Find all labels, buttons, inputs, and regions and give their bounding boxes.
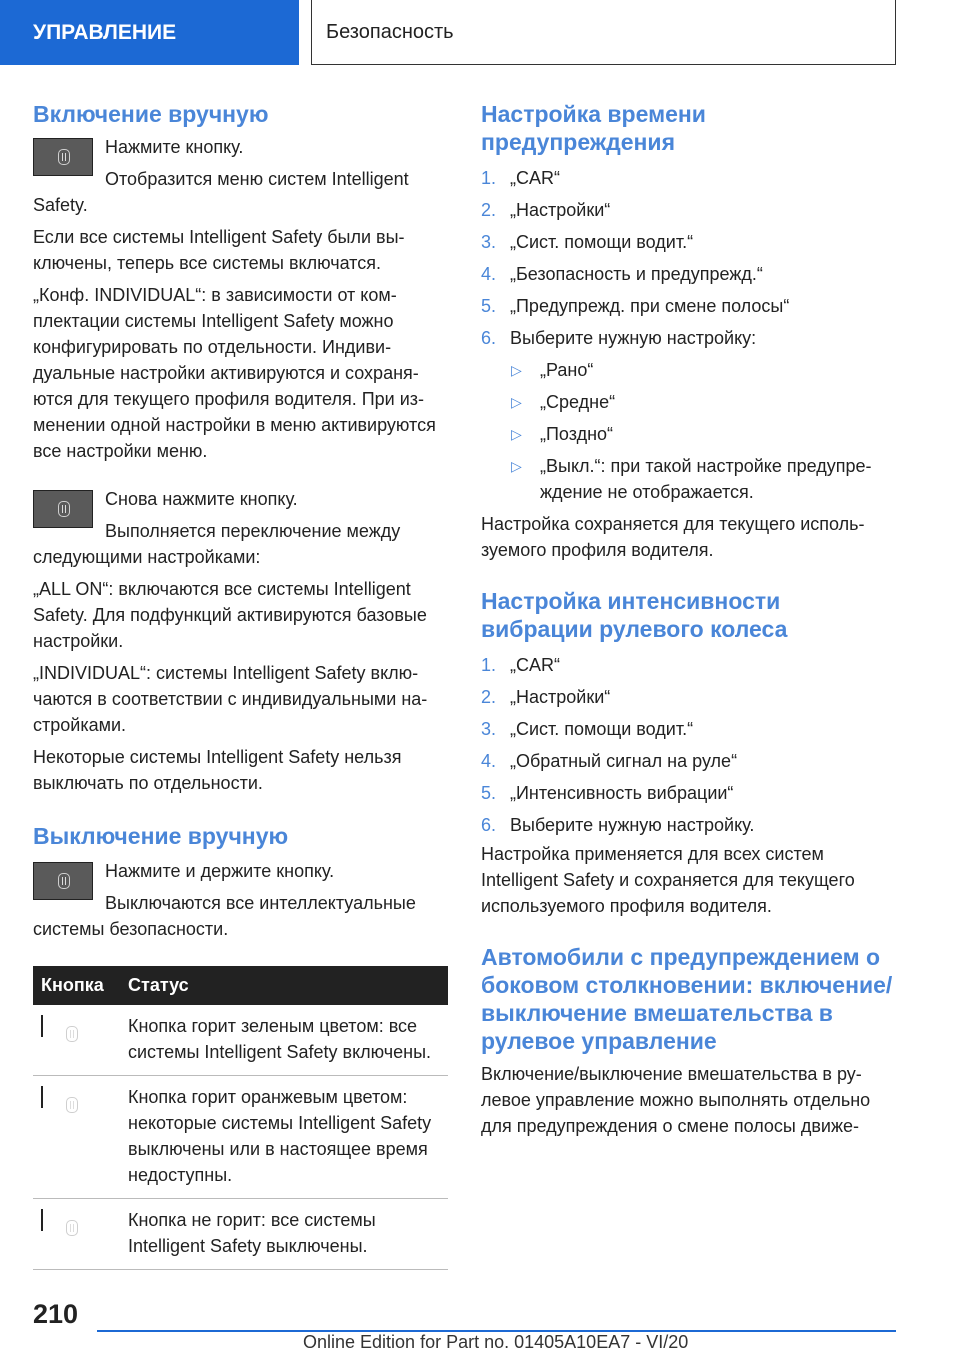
list-item: 4. „Обратный сигнал на руле“ bbox=[481, 751, 738, 771]
table-row bbox=[33, 1199, 448, 1270]
section-tab: УПРАВЛЕНИЕ bbox=[0, 0, 299, 65]
option-medium: ▷ „Средне“ bbox=[481, 389, 896, 415]
list-item: 2. „Настройки“ bbox=[481, 687, 611, 707]
heading-warning-time: Настройка времени предупреждения bbox=[481, 101, 706, 155]
column-header-status: Статус bbox=[116, 966, 448, 1005]
intelligent-safety-button-icon bbox=[33, 138, 93, 176]
edition-label: Online Edition for Part no. 01405A10EA7 - VI/20 bbox=[303, 1332, 689, 1352]
list-item: 6. Выберите нужную настройку. bbox=[481, 815, 755, 835]
triangle-bullet-icon: ▷ bbox=[511, 394, 522, 410]
text-all-off: Выключаются все интеллектуальные системы безопасности. bbox=[33, 893, 416, 939]
option-early: ▷ „Рано“ bbox=[481, 357, 896, 383]
list-item: 1. „CAR“ bbox=[481, 168, 560, 188]
button-off-icon bbox=[41, 1209, 43, 1231]
list-item: 3. „Сист. помощи водит.“ bbox=[481, 232, 694, 252]
button-status-table bbox=[33, 966, 448, 1270]
text-toggle-settings: Выполняется переключение между следующими настройками: bbox=[33, 521, 401, 567]
list-item: 1. „CAR“ bbox=[481, 655, 560, 675]
list-item: 5. „Предупрежд. при смене полосы“ bbox=[481, 296, 790, 316]
list-item: 4. „Безопасность и предупрежд.“ bbox=[481, 264, 763, 284]
paragraph-all-on-setting: „ALL ON“: включаются все системы Intelligent Safety. Для подфункций активируются базовые настройки. bbox=[33, 579, 427, 651]
paragraph-steering-intervention: Включение/выключение вмешательства в рулевое управление можно выполнять отдельно для предупреждения о смене полосы движе- bbox=[481, 1064, 871, 1136]
heading-side-collision: Автомобили с предупреждением о боковом столкновении: включение/выключение вмешательства в рулевое управление bbox=[481, 944, 893, 1054]
text-press-button: Нажмите кнопку. bbox=[105, 137, 244, 157]
heading-manual-on: Включение вручную bbox=[33, 101, 269, 127]
table-row bbox=[33, 1005, 448, 1076]
list-item: 2. „Настройки“ bbox=[481, 200, 611, 220]
heading-manual-off: Выключение вручную bbox=[33, 823, 289, 849]
heading-vibration: Настройка интенсивности вибрации рулевого колеса bbox=[481, 588, 788, 642]
table-row bbox=[33, 1076, 448, 1199]
text-press-again: Снова нажмите кнопку. bbox=[105, 489, 298, 509]
triangle-bullet-icon: ▷ bbox=[511, 458, 522, 474]
status-orange: Кнопка горит оранжевым цветом: некоторые системы Intelligent Safety выключены или в настоящее время недоступны. bbox=[116, 1076, 448, 1199]
list-item: 5. „Интенсивность вибрации“ bbox=[481, 783, 734, 803]
text-menu-shown: Отобразится меню систем Intelligent Safety. bbox=[33, 169, 409, 215]
text-hold-button: Нажмите и держите кнопку. bbox=[105, 861, 335, 881]
option-late: ▷ „Поздно“ bbox=[481, 421, 896, 447]
paragraph-individual-config: „Конф. INDIVIDUAL“: в зависимости от комплектации системы Intelligent Safety можно конфигурировать по отдельности. Индивидуальные настройки активируются и сохраняются для текущего профиля водителя. При изменении одной настройки в меню активируются все настройки меню. bbox=[33, 285, 436, 461]
list-vibration-steps bbox=[481, 649, 896, 841]
paragraph-vibration-saved: Настройка применяется для всех систем Intelligent Safety и сохраняется для текущего используемого профиля водителя. bbox=[481, 844, 855, 916]
button-orange-icon bbox=[41, 1086, 43, 1108]
option-off: ▷ „Выкл.“: при такой настройке предупреждение не отображается. bbox=[481, 453, 896, 505]
left-column bbox=[33, 100, 448, 1270]
triangle-bullet-icon: ▷ bbox=[511, 362, 522, 378]
button-green-icon bbox=[41, 1015, 43, 1037]
list-item: 6. Выберите нужную настройку: bbox=[481, 328, 757, 348]
triangle-bullet-icon: ▷ bbox=[511, 426, 522, 442]
paragraph-all-on: Если все системы Intelligent Safety были выключены, теперь все системы включатся. bbox=[33, 227, 405, 273]
status-off: Кнопка не горит: все системы Intelligent Safety выключены. bbox=[116, 1199, 448, 1270]
step-press-again bbox=[33, 486, 448, 570]
right-column bbox=[481, 100, 896, 1139]
page-number: 210 bbox=[33, 1299, 79, 1329]
intelligent-safety-button-icon bbox=[33, 490, 93, 528]
paragraph-cannot-disable: Некоторые системы Intelligent Safety нельзя выключать по отдельности. bbox=[33, 747, 402, 793]
list-warning-options bbox=[481, 357, 896, 505]
step-press-button bbox=[33, 134, 448, 218]
list-warning-time-steps bbox=[481, 162, 896, 354]
intelligent-safety-button-icon bbox=[33, 862, 93, 900]
list-item: 3. „Сист. помощи водит.“ bbox=[481, 719, 694, 739]
paragraph-individual-setting: „INDIVIDUAL“: системы Intelligent Safety включаются в соответствии с индивидуальными настройками. bbox=[33, 663, 428, 735]
paragraph-profile-saved: Настройка сохраняется для текущего используемого профиля водителя. bbox=[481, 514, 865, 560]
column-header-button: Кнопка bbox=[33, 966, 116, 1005]
subsection-title: Безопасность bbox=[311, 0, 896, 65]
table-header bbox=[33, 966, 448, 1005]
step-hold-button bbox=[33, 858, 448, 942]
status-green: Кнопка горит зеленым цветом: все системы Intelligent Safety включены. bbox=[116, 1005, 448, 1076]
